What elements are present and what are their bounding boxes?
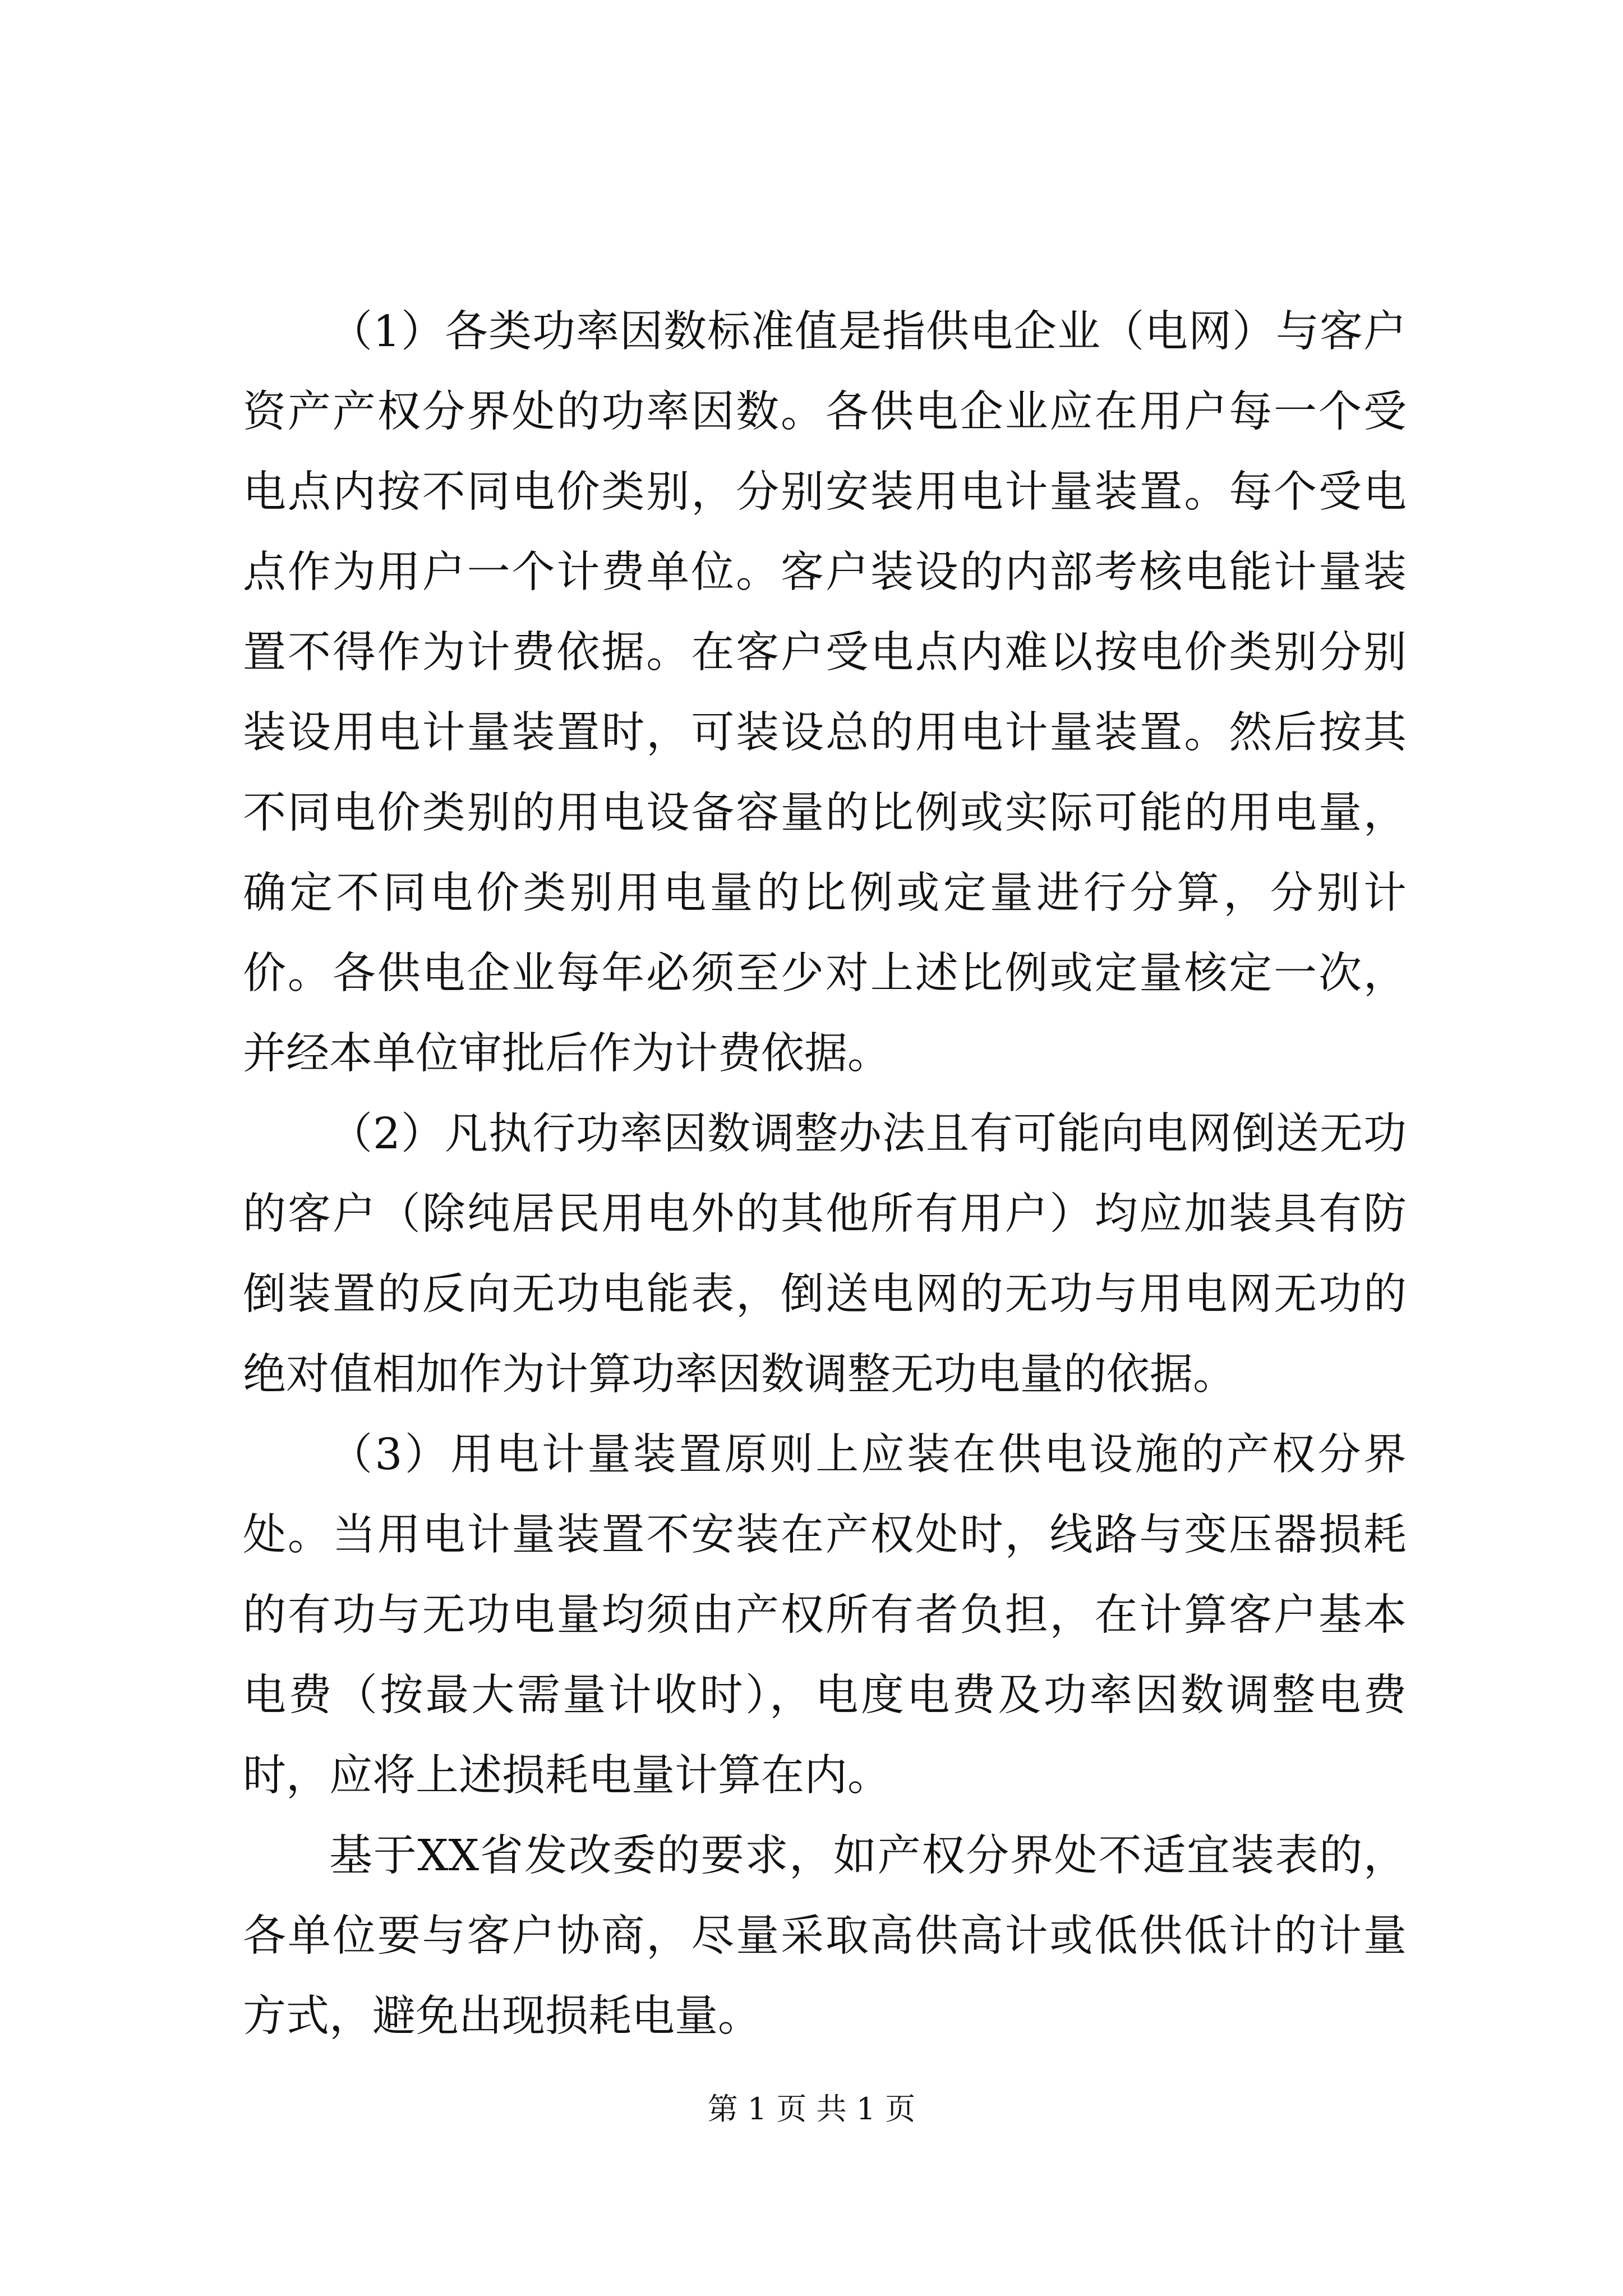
paragraph-4: 基于XX省发改委的要求，如产权分界处不适宜装表的，各单位要与客户协商，尽量采取高供高计或低供低计的计量方式，避免出现损耗电量。 <box>243 1831 1407 2041</box>
document-body <box>243 292 1407 2056</box>
paragraph-1: （1）各类功率因数标准值是指供电企业（电网）与客户资产产权分界处的功率因数。各供电企业应在用户每一个受电点内按不同电价类别，分别安装用电计量装置。每个受电点作为用户一个计费单位。客户装设的内部考核电能计量装置不得作为计费依据。在客户受电点内难以按电价类别分别装设用电计量装置时，可装设总的用电计量装置。然后按其不同电价类别的用电设备容量的比例或实际可能的用电量，确定不同电价类别用电量的比例或定量进行分算，分别计价。各供电企业每年必须至少对上述比例或定量核定一次，并经本单位审批后作为计费依据。 <box>243 307 1407 1079</box>
page-footer: 第 1 页 共 1 页 <box>707 2091 916 2127</box>
paragraph-2: （2）凡执行功率因数调整办法且有可能向电网倒送无功的客户（除纯居民用电外的其他所有用户）均应加装具有防倒装置的反向无功电能表，倒送电网的无功与用电网无功的绝对值相加作为计算功率因数调整无功电量的依据。 <box>243 1109 1407 1400</box>
paragraph-3: （3）用电计量装置原则上应装在供电设施的产权分界处。当用电计量装置不安装在产权处时，线路与变压器损耗的有功与无功电量均须由产权所有者负担，在计算客户基本电费（按最大需量计收时），电度电费及功率因数调整电费时，应将上述损耗电量计算在内。 <box>243 1430 1407 1801</box>
